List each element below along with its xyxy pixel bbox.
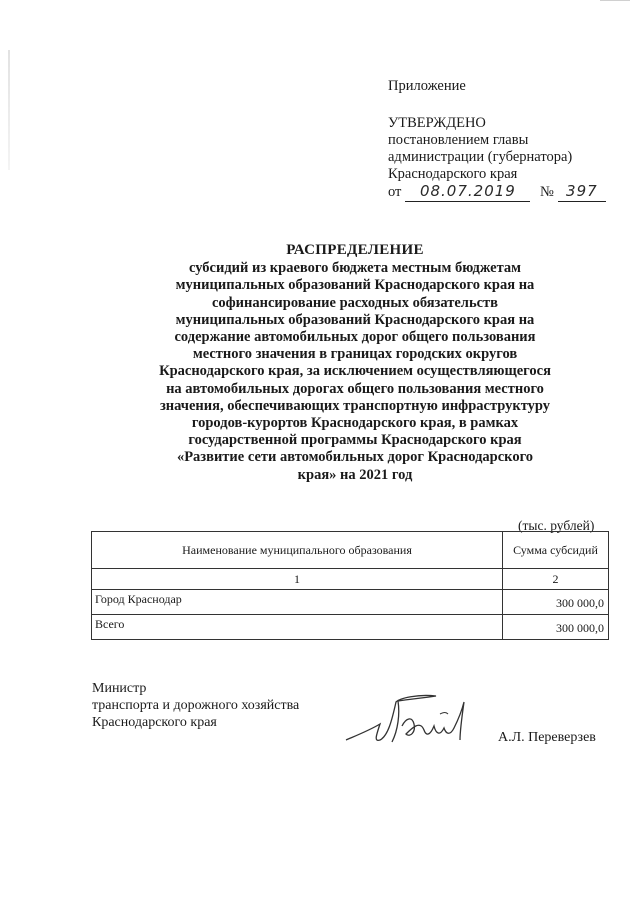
date-prefix: от bbox=[388, 184, 402, 200]
handwritten-signature bbox=[340, 690, 500, 750]
scan-edge-mark bbox=[8, 50, 10, 170]
handwritten-date: 08.07.2019 bbox=[419, 182, 516, 200]
header-municipality: Наименование муниципального образования bbox=[92, 532, 503, 569]
approval-block bbox=[388, 78, 628, 202]
row-amount: 300 000,0 bbox=[503, 590, 609, 615]
total-amount: 300 000,0 bbox=[503, 615, 609, 640]
table-row bbox=[92, 590, 609, 615]
number-prefix: № bbox=[540, 184, 554, 200]
signatory-position bbox=[92, 680, 299, 731]
title-main: РАСПРЕДЕЛЕНИЕ bbox=[286, 242, 424, 258]
document-title bbox=[120, 242, 590, 484]
units-label: (тыс. рублей) bbox=[518, 518, 595, 533]
total-label: Всего bbox=[92, 615, 503, 640]
distribution-table bbox=[91, 531, 609, 640]
handwritten-number: 397 bbox=[566, 182, 598, 200]
column-number-1: 1 bbox=[92, 569, 503, 590]
number-field bbox=[558, 183, 606, 202]
approved-heading: УТВЕРЖДЕНО bbox=[388, 115, 486, 131]
position-line-1: Министр bbox=[92, 681, 147, 696]
column-number-2: 2 bbox=[503, 569, 609, 590]
table-header-row bbox=[92, 532, 609, 569]
date-number-line bbox=[388, 183, 628, 202]
position-line-2: транспорта и дорожного хозяйства bbox=[92, 698, 300, 713]
table-column-number-row bbox=[92, 569, 609, 590]
header-amount: Сумма субсидий bbox=[503, 532, 609, 569]
appendix-label: Приложение bbox=[388, 78, 466, 94]
signer-name: А.Л. Переверзев bbox=[498, 730, 596, 745]
date-field bbox=[405, 183, 530, 202]
approval-line-3: Краснодарского края bbox=[388, 166, 518, 182]
row-municipality-name: Город Краснодар bbox=[92, 590, 503, 615]
approval-line-1: постановлением главы bbox=[388, 132, 529, 148]
scan-corner-mark bbox=[600, 0, 630, 15]
position-line-3: Краснодарского края bbox=[92, 715, 217, 730]
title-subtitle: субсидий из краевого бюджета местным бюджетам муниципальных образований Краснодарского края на софинансирование расходных обязательств муниципальных образований Краснодарского края на содержание автомобильных дорог общего пользования местного значения в границах городских округов Краснодарского края, за исключением осуществляющегося на автомобильных дорогах общего пользования местного значения, обеспечивающих транспортную инфраструктуру городов-курортов Краснодарского края, в рамках государственной программы Краснодарского края «Развитие сети автомобильных дорог Краснодарского края» на 2021 год bbox=[159, 260, 551, 483]
approval-line-2: администрации (губернатора) bbox=[388, 149, 573, 165]
table-row-total bbox=[92, 615, 609, 640]
